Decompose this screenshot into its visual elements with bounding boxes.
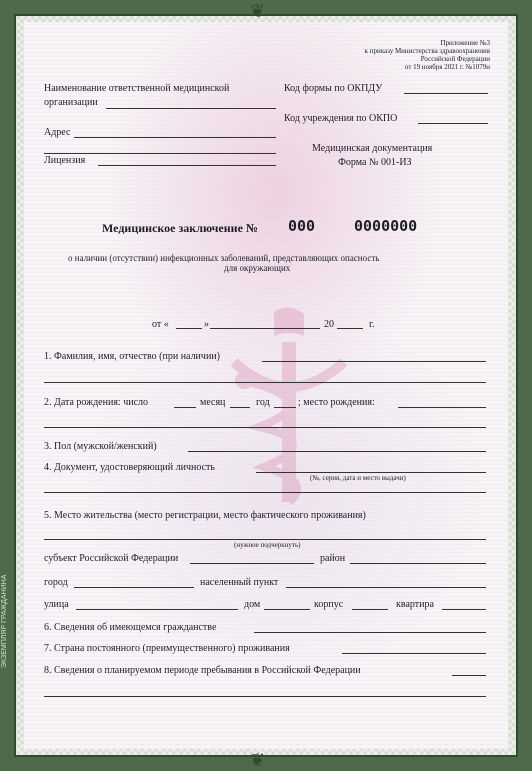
okpo-field[interactable] [418,123,488,124]
certificate-number: 0000000 [354,217,418,235]
top-ornament-icon: ❦ [250,1,266,21]
district-label: район [320,553,346,564]
street-field[interactable] [76,609,238,610]
certificate-subtitle: о наличии (отсутствии) инфекционных заболеваний, представляющих опасность [68,253,380,263]
residence-label: 5. Место жительства (место регистрации, место фактического проживания) [44,510,366,521]
bottom-ornament-icon: ❦ [250,750,266,770]
doc-type-label: Медицинская документация [312,143,433,154]
stay-period-field[interactable] [452,675,486,676]
address-field-2[interactable] [44,153,276,154]
stay-period-label: 8. Сведения о планируемом периоде пребывания в Российской Федерации [44,665,361,676]
appendix-line-1: Приложение №3 [440,39,490,47]
building-label: корпус [314,599,344,610]
citizenship-label: 6. Сведения об имеющемся гражданстве [44,622,217,633]
stay-period-field-2[interactable] [44,696,486,697]
birth-place-field-2[interactable] [44,427,486,428]
residence-field[interactable] [44,539,486,540]
form-number-label: Форма № 001-ИЗ [338,157,412,168]
apartment-field[interactable] [442,609,486,610]
certificate-title: Медицинское заключение № [102,221,258,235]
appendix-line-2: к приказу Министерства здравоохранения [364,47,490,55]
okpo-label: Код учреждения по ОКПО [284,113,398,124]
organization-field[interactable] [106,108,276,109]
building-field[interactable] [352,609,388,610]
city-field[interactable] [74,587,194,588]
document-sheet [24,22,508,749]
appendix-line-4: от 19 ноября 2021 г. №1079н [404,63,490,71]
street-label: улица [44,599,69,610]
birth-year-field[interactable] [274,407,296,408]
okpdu-label: Код формы по ОКПДУ [284,83,383,94]
sex-field[interactable] [188,451,486,452]
date-quote-close: » [204,319,209,330]
organization-label: Наименование ответственной медицинской [44,83,230,94]
birth-month-label: месяц [200,397,226,408]
license-label: Лицензия [44,155,86,166]
id-document-field[interactable] [256,472,486,473]
settlement-label: населенный пункт [200,577,279,588]
id-document-field-2[interactable] [44,492,486,493]
birth-place-label: ; место рождения: [298,397,375,408]
copy-holder-side-text: ЭКЗЕМПЛЯР ГРАЖДАНИНА [1,574,8,668]
house-label: дом [244,599,261,610]
residence-country-field[interactable] [342,653,486,654]
birth-month-field[interactable] [230,407,250,408]
year-field[interactable] [337,328,363,329]
residence-country-label: 7. Страна постоянного (преимущественного) проживания [44,643,290,654]
citizenship-field[interactable] [254,632,486,633]
settlement-field[interactable] [286,587,486,588]
birth-date-label: 2. Дата рождения: число [44,397,149,408]
year-prefix: 20 [324,319,334,330]
residence-note: (нужное подчеркнуть) [234,541,301,549]
certificate-subtitle-cont: для окружающих [224,263,291,273]
okpdu-field[interactable] [404,93,488,94]
apartment-label: квартира [396,599,434,610]
day-field[interactable] [176,328,202,329]
id-document-label: 4. Документ, удостоверяющий личность [44,462,215,473]
birth-year-label: год [256,397,270,408]
year-suffix: г. [369,319,375,330]
full-name-label: 1. Фамилия, имя, отчество (при наличии) [44,351,220,362]
address-field[interactable] [74,137,276,138]
month-field[interactable] [210,328,320,329]
subject-field[interactable] [190,563,314,564]
birth-day-field[interactable] [174,407,196,408]
organization-label-cont: организации [44,97,98,108]
license-field[interactable] [98,165,276,166]
subject-label: субъект Российской Федерации [44,553,179,564]
appendix-line-3: Российской Федерации [420,55,490,63]
city-label: город [44,577,68,588]
house-field[interactable] [264,609,310,610]
full-name-field[interactable] [262,361,486,362]
birth-place-field[interactable] [398,407,486,408]
id-document-note: (№, серия, дата и место выдачи) [310,474,406,482]
district-field[interactable] [350,563,486,564]
date-prefix: от « [152,319,169,330]
address-label: Адрес [44,127,71,138]
full-name-field-2[interactable] [44,382,486,383]
certificate-series: 000 [288,217,316,235]
sex-label: 3. Пол (мужской/женский) [44,441,157,452]
